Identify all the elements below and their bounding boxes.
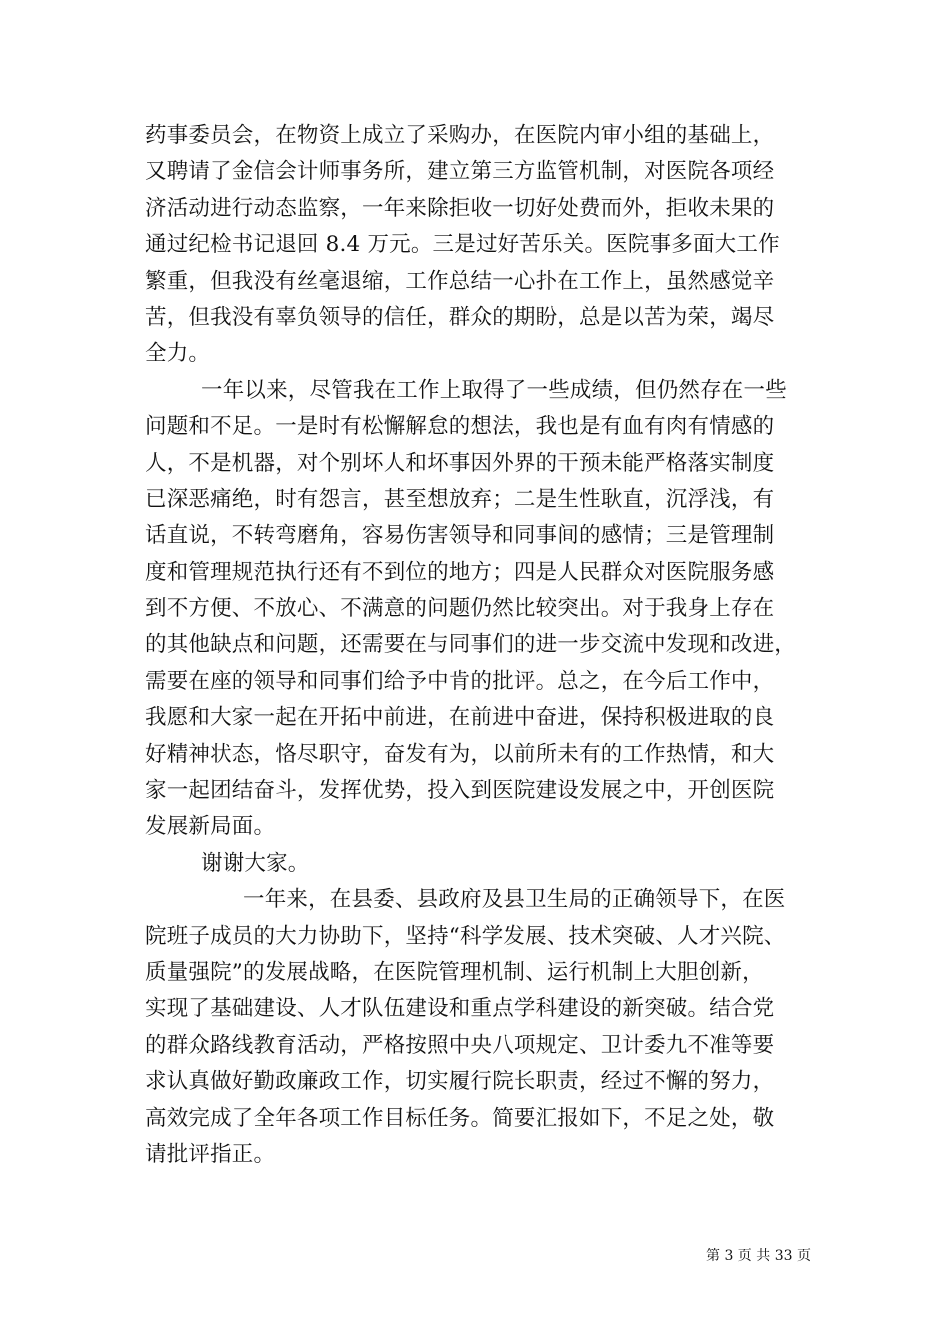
text-line: 质量强院”的发展战略，在医院管理机制、运行机制上大胆创新， — [145, 959, 764, 985]
text-line: 话直说，不转弯磨角，容易伤害领导和同事间的感情；三是管理制 — [145, 523, 775, 549]
text-line: 院班子成员的大力协助下，坚持“科学发展、技术突破、人才兴院、 — [145, 923, 786, 949]
text-line: 高效完成了全年各项工作目标任务。简要汇报如下，不足之处，敬 — [145, 1105, 775, 1131]
body-text — [145, 118, 845, 1173]
text-line: 度和管理规范执行还有不到位的地方；四是人民群众对医院服务感 — [145, 559, 775, 585]
paragraph-start-line: 一年以来，尽管我在工作上取得了一些成绩，但仍然存在一些 — [201, 377, 787, 403]
text-line: 到不方便、不放心、不满意的问题仍然比较突出。对于我身上存在 — [145, 596, 775, 622]
text-line: 的群众路线教育活动，严格按照中央八项规定、卫计委九不准等要 — [145, 1032, 775, 1058]
text-line: 问题和不足。一是时有松懈解怠的想法，我也是有血有肉有情感的 — [145, 414, 775, 440]
text-line: 人，不是机器，对个别坏人和坏事因外界的干预未能严格落实制度 — [145, 450, 775, 476]
text-line: 好精神状态，恪尽职守，奋发有为，以前所未有的工作热情，和大 — [145, 741, 775, 767]
text-line: 发展新局面。 — [145, 814, 276, 840]
text-line: 繁重，但我没有丝毫退缩，工作总结一心扑在工作上，虽然感觉辛 — [145, 268, 775, 294]
text-line: 已深恶痛绝，时有怨言，甚至想放弃；二是生性耿直，沉浮浅，有 — [145, 486, 775, 512]
text-line: 实现了基础建设、人才队伍建设和重点学科建设的新突破。结合党 — [145, 996, 775, 1022]
text-line: 药事委员会，在物资上成立了采购办，在医院内审小组的基础上， — [145, 123, 775, 148]
text-line: 的其他缺点和问题，还需要在与同事们的进一步交流中发现和改进， — [145, 632, 797, 658]
text-line: 又聘请了金信会计师事务所，建立第三方监管机制，对医院各项经 — [145, 159, 775, 185]
text-line: 需要在座的领导和同事们给予中肯的批评。总之，在今后工作中， — [145, 668, 775, 694]
text-line: 全力。 — [145, 341, 211, 367]
closing-line: 谢谢大家。 — [201, 850, 310, 876]
text-line: 请批评指正。 — [145, 1141, 276, 1167]
paragraph-start-line: 一年来，在县委、县政府及县卫生局的正确领导下，在医 — [243, 887, 786, 913]
text-line: 苦，但我没有辜负领导的信任，群众的期盼，总是以苦为荣，竭尽 — [145, 304, 775, 330]
page-number: 第 3 页 共 33 页 — [706, 1248, 811, 1264]
text-line: 家一起团结奋斗，发挥优势，投入到医院建设发展之中，开创医院 — [145, 778, 775, 804]
text-line: 我愿和大家一起在开拓中前进，在前进中奋进，保持积极进取的良 — [145, 705, 775, 731]
text-line: 通过纪检书记退回 8.4 万元。三是过好苦乐关。医院事多面大工作 — [145, 232, 780, 258]
text-line: 济活动进行动态监察，一年来除拒收一切好处费而外，拒收未果的 — [145, 195, 775, 221]
text-line: 求认真做好勤政廉政工作，切实履行院长职责，经过不懈的努力， — [145, 1069, 775, 1095]
